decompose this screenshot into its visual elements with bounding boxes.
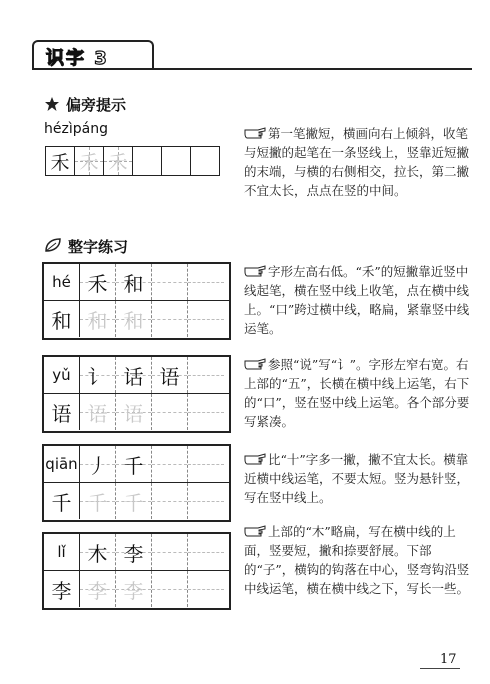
char-cell: 李: [44, 571, 80, 607]
char-cell: 语: [44, 394, 80, 430]
model-cell: 讠: [80, 357, 116, 393]
model-cell: 禾: [80, 264, 116, 300]
trace-cell: 千: [80, 483, 116, 519]
pinyin-cell: hé: [44, 264, 80, 300]
blank-cell: [188, 357, 224, 393]
model-cell: 语: [152, 357, 188, 393]
header-rule: [32, 68, 472, 70]
trace-cell: 千: [116, 483, 152, 519]
model-cell: 木: [80, 534, 116, 570]
blank-cell: [152, 394, 188, 430]
practice-section-title: 整字练习: [68, 238, 129, 256]
radical-grid: [46, 146, 220, 176]
blank-cell: [152, 301, 188, 337]
trace-cell: 李: [116, 571, 152, 607]
trace-cell: 和: [116, 301, 152, 337]
practice-block-he: [42, 262, 231, 340]
practice-note-yu: 参照“说”写“讠”。字形左窄右宽。右上部的“五”，长横在横中线上运笔，右下的“口”，竖在竖中线上运笔。各个部分要写紧凑。: [244, 357, 470, 429]
radical-section-title: 偏旁提示: [66, 96, 127, 114]
model-cell: 李: [116, 534, 152, 570]
blank-cell: [188, 394, 224, 430]
practice-block-yu: [42, 355, 231, 433]
pointing-hand-icon: [244, 127, 266, 139]
radical-cell: 禾: [74, 146, 104, 176]
radical-note: 第一笔撇短，横画向右上倾斜，收笔与短撇的起笔在一条竖线上，竖靠近短撇的末端，与横的右侧相交，拉长，第二撇不宜太长，点点在竖的中间。: [244, 126, 470, 198]
pointing-hand-icon: [244, 358, 266, 370]
model-cell: 丿: [80, 446, 116, 482]
radical-pinyin: hézìpáng: [44, 121, 108, 137]
page-number: 17: [440, 652, 457, 667]
radical-cell: 禾: [103, 146, 133, 176]
practice-note-he: 字形左高右低。“禾”的短撇靠近竖中线起笔，横在竖中线上收笔，点在横中线上。“口”跨过横中线，略扁，紧靠竖中线运笔。: [244, 264, 470, 336]
pinyin-cell: qiān: [44, 446, 80, 482]
blank-cell: [188, 534, 224, 570]
practice-note-li: 上部的“木”略扁，写在横中线的上面，竖要短，撇和捺要舒展。下部的“子”，横钩的钩落在中心，竖弯钩沿竖中线运笔，横在横中线之下，写长一些。: [244, 524, 470, 596]
model-cell: 话: [116, 357, 152, 393]
char-cell: 千: [44, 483, 80, 519]
radical-cell: [161, 146, 191, 176]
pointing-hand-icon: [244, 453, 266, 465]
model-cell: 千: [116, 446, 152, 482]
leaf-icon: [44, 237, 62, 257]
practice-note-qian: 比“十”字多一撇，撇不宜太长。横靠近横中线运笔，不要太短。竖为悬针竖，写在竖中线上。: [244, 452, 470, 505]
pointing-hand-icon: [244, 525, 266, 537]
trace-cell: 李: [80, 571, 116, 607]
pointing-hand-icon: [244, 265, 266, 277]
radical-cell: [132, 146, 162, 176]
practice-block-li: [42, 532, 231, 610]
blank-cell: [152, 483, 188, 519]
model-cell: 和: [116, 264, 152, 300]
lesson-tab: [32, 40, 152, 68]
trace-cell: 语: [80, 394, 116, 430]
char-cell: 和: [44, 301, 80, 337]
radical-cell: [190, 146, 220, 176]
star-icon: [44, 96, 60, 116]
blank-cell: [188, 483, 224, 519]
blank-cell: [152, 534, 188, 570]
blank-cell: [152, 446, 188, 482]
pinyin-cell: lǐ: [44, 534, 80, 570]
pinyin-cell: yǔ: [44, 357, 80, 393]
blank-cell: [152, 571, 188, 607]
practice-block-qian: [42, 444, 231, 522]
trace-cell: 和: [80, 301, 116, 337]
blank-cell: [188, 571, 224, 607]
page-number-rule: [420, 668, 460, 669]
blank-cell: [188, 446, 224, 482]
blank-cell: [188, 301, 224, 337]
lesson-title: 识字 3: [46, 48, 109, 69]
radical-cell: 禾: [45, 146, 75, 176]
blank-cell: [188, 264, 224, 300]
trace-cell: 语: [116, 394, 152, 430]
blank-cell: [152, 264, 188, 300]
